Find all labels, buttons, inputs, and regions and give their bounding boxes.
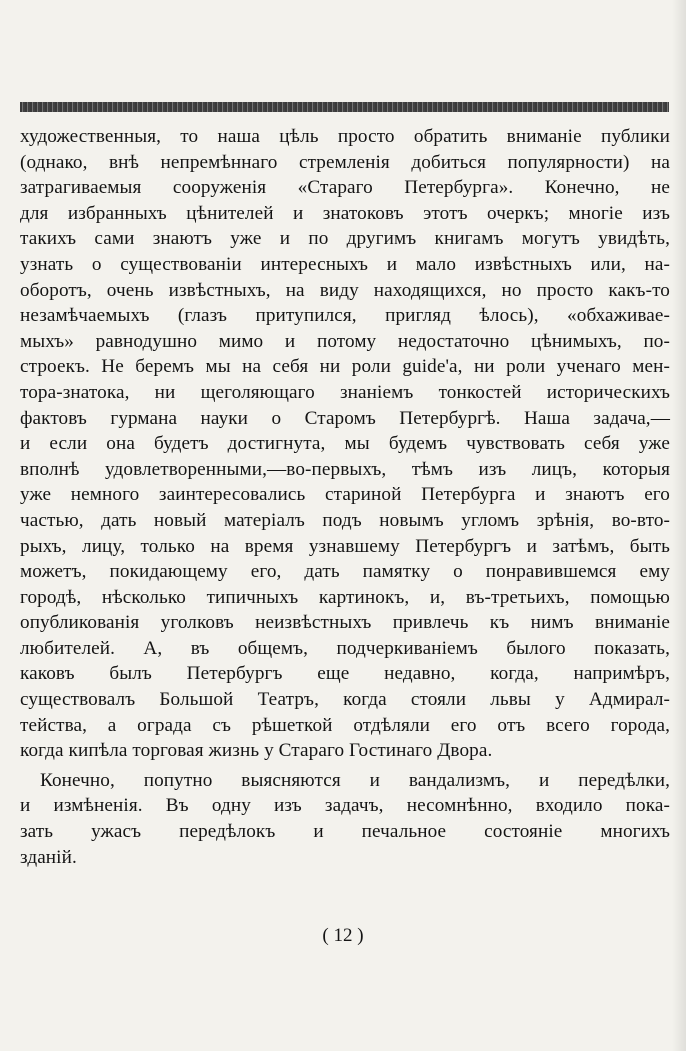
text-line: существовалъ Большой Театръ, когда стояли львы у Адмирал-: [20, 689, 670, 711]
body-text: [20, 124, 670, 870]
text-line: любителей. А, въ общемъ, подчеркиваніемъ былого показать,: [20, 637, 670, 659]
text-line: такихъ сами знаютъ уже и по другимъ книгамъ могутъ увидѣть,: [20, 228, 670, 250]
header-ornamental-rule: [20, 102, 669, 112]
text-line: городѣ, нѣсколько типичныхъ картинокъ, и, въ-третьихъ, помощью: [20, 586, 670, 608]
text-line: Конечно, попутно выясняются и вандализмъ, и передѣлки,: [40, 769, 670, 791]
text-line: каковъ былъ Петербургъ еще недавно, когда, напримѣръ,: [20, 663, 670, 685]
page-edge-shadow: [672, 0, 686, 1051]
text-line: и если она будетъ достигнута, мы будемъ чувствовать себя уже: [20, 433, 670, 455]
paragraph: [20, 124, 670, 764]
text-line: (однако, внѣ непремѣннаго стремленія добиться популярности) на: [20, 151, 670, 173]
text-line: уже немного заинтересовались стариной Петербурга и знаютъ его: [20, 484, 670, 506]
text-line: затрагиваемыя сооруженія «Стараго Петербурга». Конечно, не: [20, 177, 670, 199]
text-line: опубликованія уголковъ неизвѣстныхъ привлечь къ нимъ вниманіе: [20, 612, 670, 634]
text-line: незамѣчаемыхъ (глазъ притупился, пригляд ѣлось), «обхаживае-: [20, 305, 670, 327]
text-line: можетъ, покидающему его, дать памятку о понравившемся ему: [20, 561, 670, 583]
text-line: и измѣненія. Въ одну изъ задачъ, несомнѣнно, входило пока-: [20, 795, 670, 817]
text-line: для избранныхъ цѣнителей и знатоковъ этотъ очеркъ; многіе изъ: [20, 202, 670, 224]
text-line: тейства, а ограда съ рѣшеткой отдѣляли его отъ всего города,: [20, 714, 670, 736]
text-line: тора-знатока, ни щеголяющаго знаніемъ тонкостей историческихъ: [20, 381, 670, 403]
text-line: узнать о существованіи интересныхъ и мало извѣстныхъ или, на-: [20, 253, 670, 275]
paragraph: [20, 768, 670, 870]
text-line: частью, дать новый матеріалъ подъ новымъ угломъ зрѣнія, во-вто-: [20, 509, 670, 531]
text-line: рыхъ, лицу, только на время узнавшему Петербургъ и затѣмъ, быть: [20, 535, 670, 557]
text-line: зать ужасъ передѣлокъ и печальное состояніе многихъ: [20, 821, 670, 843]
text-line: зданій.: [20, 846, 77, 868]
text-line: оборотъ, очень извѣстныхъ, на виду находящихся, но просто какъ-то: [20, 279, 670, 301]
text-line: вполнѣ удовлетворенными,—во-первыхъ, тѣмъ изъ лицъ, которыя: [20, 458, 670, 480]
page-number: ( 12 ): [322, 925, 364, 946]
text-line: когда кипѣла торговая жизнь у Стараго Гостинаго Двора.: [20, 740, 493, 762]
text-line: мыхъ» равнодушно мимо и потому недостаточно цѣнимыхъ, по-: [20, 330, 670, 352]
text-line: художественныя, то наша цѣль просто обратить вниманіе публики: [20, 126, 670, 147]
text-line: фактовъ гурмана науки о Старомъ Петербургѣ. Наша задача,—: [20, 407, 670, 429]
text-line: строекъ. Не беремъ мы на себя ни роли guide'а, ни роли ученаго мен-: [20, 356, 670, 378]
